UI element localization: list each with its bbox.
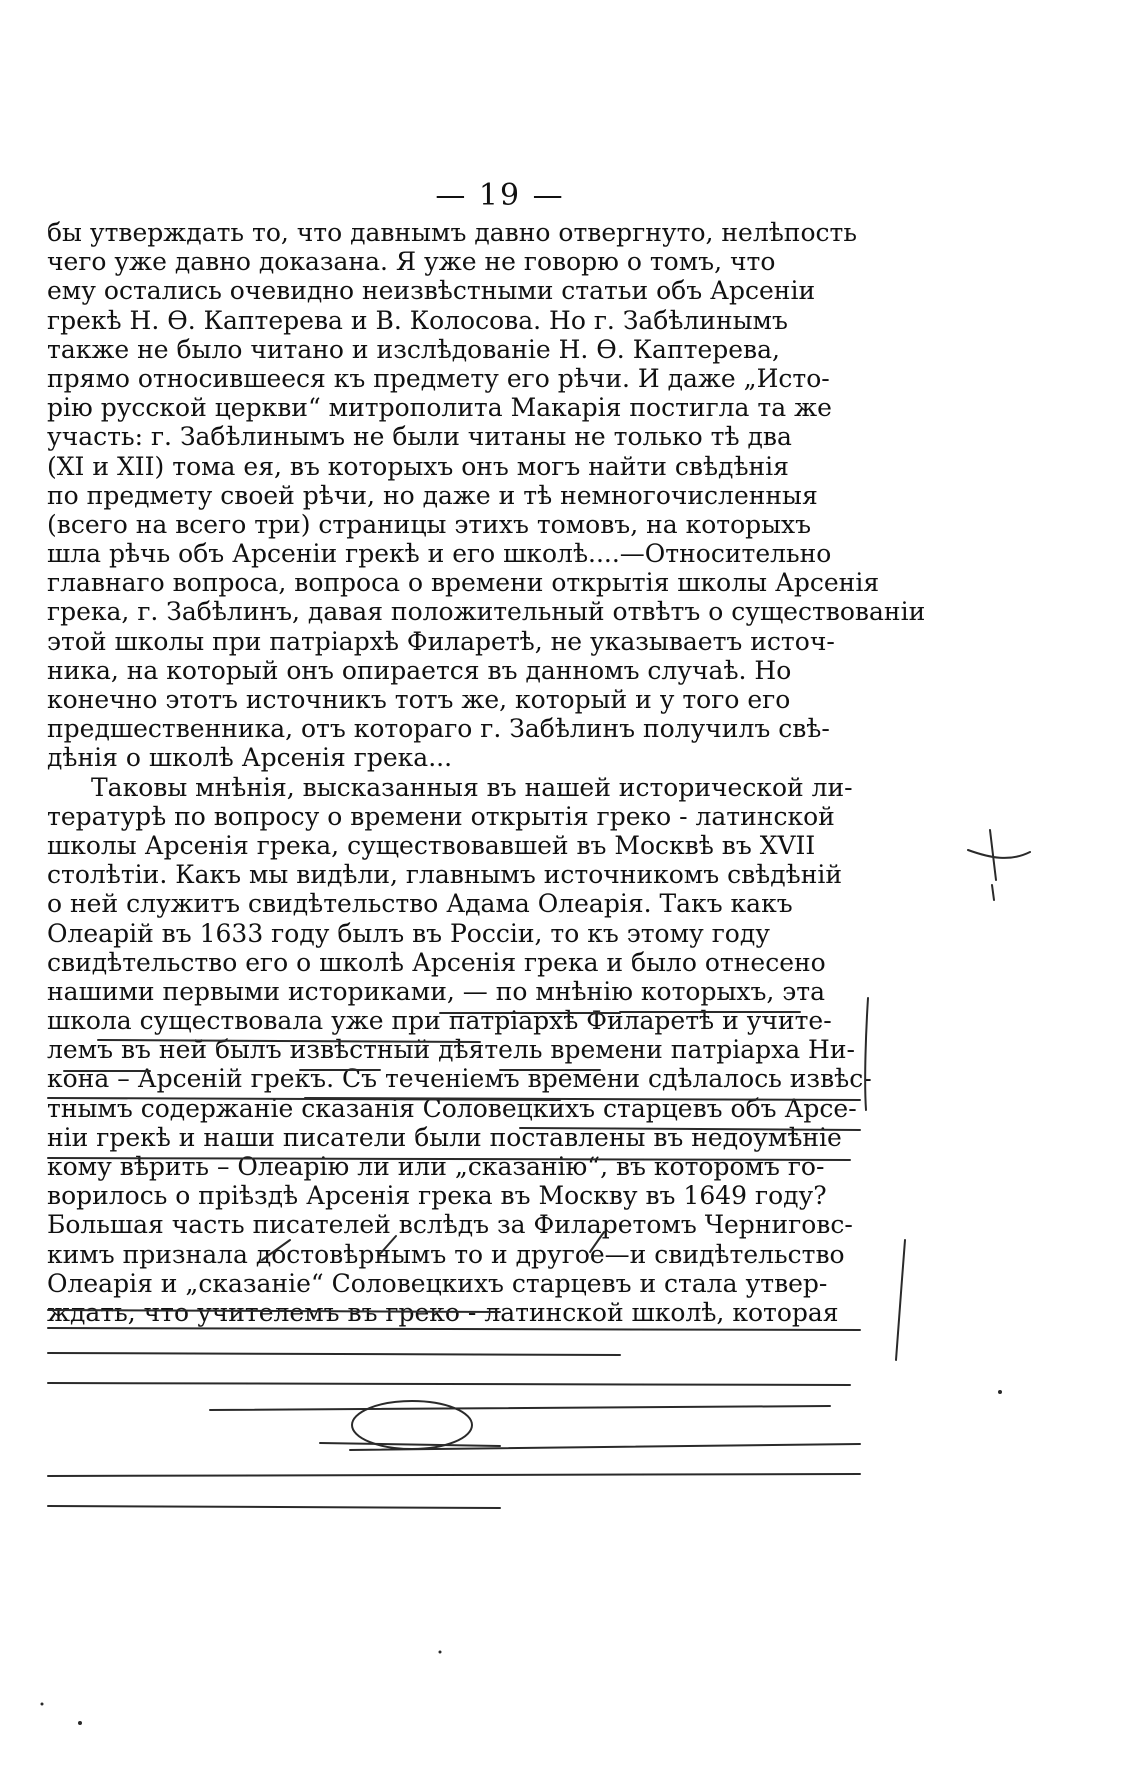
margin-vertical-line: [896, 1240, 905, 1360]
text-line: рію русской церкви“ митрополита Макарія постигла та же: [47, 393, 832, 423]
text-line: нашими первыми историками, — по мнѣнію которыхъ, эта: [47, 976, 826, 1006]
text-line: школа существовала уже при патріархѣ Филаретѣ и учите-: [47, 1006, 832, 1036]
text-line: лемъ въ ней былъ извѣстный дѣятель времени патріарха Ни-: [47, 1035, 855, 1065]
circle-mark: [352, 1401, 472, 1449]
text-line: грека, г. Забѣлинъ, давая положительный отвѣтъ о существованіи: [47, 597, 926, 627]
text-line: главнаго вопроса, вопроса о времени открытія школы Арсенія: [47, 568, 880, 598]
text-line: предшественника, отъ котораго г. Забѣлинъ получилъ свѣ-: [47, 714, 830, 744]
text-line: Большая часть писателей вслѣдъ за Филаретомъ Черниговс-: [47, 1210, 853, 1240]
underline-mark: [210, 1406, 830, 1410]
underline-mark: [48, 1506, 500, 1508]
text-line: о ней служитъ свидѣтельство Адама Олеарія. Такъ какъ: [47, 889, 793, 919]
strikethrough-mark: [48, 1328, 860, 1330]
text-line: свидѣтельство его о школѣ Арсенія грека и было отнесено: [47, 947, 826, 977]
text-line: тнымъ содержаніе сказанія Соловецкихъ старцевъ объ Арсе-: [47, 1093, 857, 1123]
text-line: конечно этотъ источникъ тотъ же, который и у того его: [47, 685, 791, 714]
text-line: школы Арсенія грека, существовавшей въ Москвѣ въ XVII: [47, 830, 816, 860]
margin-vertical-line: [865, 998, 868, 1110]
paragraph-2: [47, 772, 872, 1328]
page-number: — 19 —: [435, 178, 565, 213]
text-line: ждать, что учителемъ въ греко - латинской школѣ, которая: [47, 1297, 839, 1327]
text-line: прямо относившееся къ предмету его рѣчи. И даже „Исто-: [47, 363, 830, 393]
strikethrough-mark: [48, 1353, 620, 1355]
text-line: ворилось о пріѣздѣ Арсенія грека въ Москву въ 1649 году?: [47, 1181, 827, 1211]
text-line: по предмету своей рѣчи, но даже и тѣ немногочисленныя: [47, 480, 818, 510]
margin-cross-mark: [968, 830, 1030, 900]
text-line: столѣтіи. Какъ мы видѣли, главнымъ источникомъ свѣдѣній: [47, 860, 843, 890]
text-line: ніи грекѣ и наши писатели были поставлены въ недоумѣніе: [47, 1122, 842, 1152]
text-line: ника, на который онъ опирается въ данномъ случаѣ. Но: [47, 655, 792, 685]
underline-mark: [350, 1444, 860, 1450]
text-line: кона – Арсеній грекъ. Съ теченіемъ времени сдѣлалось извѣс-: [47, 1064, 872, 1094]
text-line: Олеарія и „сказаніе“ Соловецкихъ старцевъ и стала утвер-: [47, 1268, 828, 1298]
text-line: кимъ признала достовѣрнымъ то и другое—и свидѣтельство: [47, 1239, 845, 1269]
text-line: Таковы мнѣнія, высказанныя въ нашей исторической ли-: [91, 772, 853, 802]
paragraph-1: [47, 218, 926, 773]
text-line: (XI и XII) тома ея, въ которыхъ онъ могъ найти свѣдѣнія: [47, 451, 789, 481]
text-line: Олеарій въ 1633 году былъ въ Россіи, то къ этому году: [47, 918, 770, 948]
text-line: тературѣ по вопросу о времени открытія греко - латинской: [47, 801, 835, 831]
text-line: грекѣ Н. Ѳ. Каптерева и В. Колосова. Но г. Забѣлинымъ: [47, 305, 788, 335]
text-line: ему остались очевидно неизвѣстными статьи объ Арсеніи: [47, 276, 816, 306]
text-line: шла рѣчь объ Арсеніи грекѣ и его школѣ....—Относительно: [47, 539, 832, 569]
ink-speck: [439, 1651, 442, 1654]
underline-mark: [48, 1474, 860, 1476]
ink-speck: [78, 1721, 82, 1725]
body-text: [47, 218, 926, 1327]
text-line: бы утверждать то, что давнымъ давно отвергнуто, нелѣпость: [47, 218, 857, 247]
strikethrough-mark: [320, 1443, 500, 1446]
strikethrough-mark: [48, 1383, 850, 1385]
text-line: дѣнія о школѣ Арсенія грека...: [47, 743, 453, 773]
ink-speck: [998, 1390, 1002, 1394]
text-line: этой школы при патріархѣ Филаретѣ, не указываетъ источ-: [47, 626, 835, 656]
ink-speck: [41, 1703, 44, 1706]
text-line: чего уже давно доказана. Я уже не говорю о томъ, что: [47, 247, 776, 277]
text-line: участь: г. Забѣлинымъ не были читаны не только тѣ два: [47, 422, 792, 452]
text-line: также не было читано и изслѣдованіе Н. Ѳ. Каптерева,: [47, 334, 780, 364]
text-line: (всего на всего три) страницы этихъ томовъ, на которыхъ: [47, 509, 812, 539]
text-line: кому вѣрить – Олеарію ли или „сказанію“, въ которомъ го-: [47, 1152, 825, 1181]
